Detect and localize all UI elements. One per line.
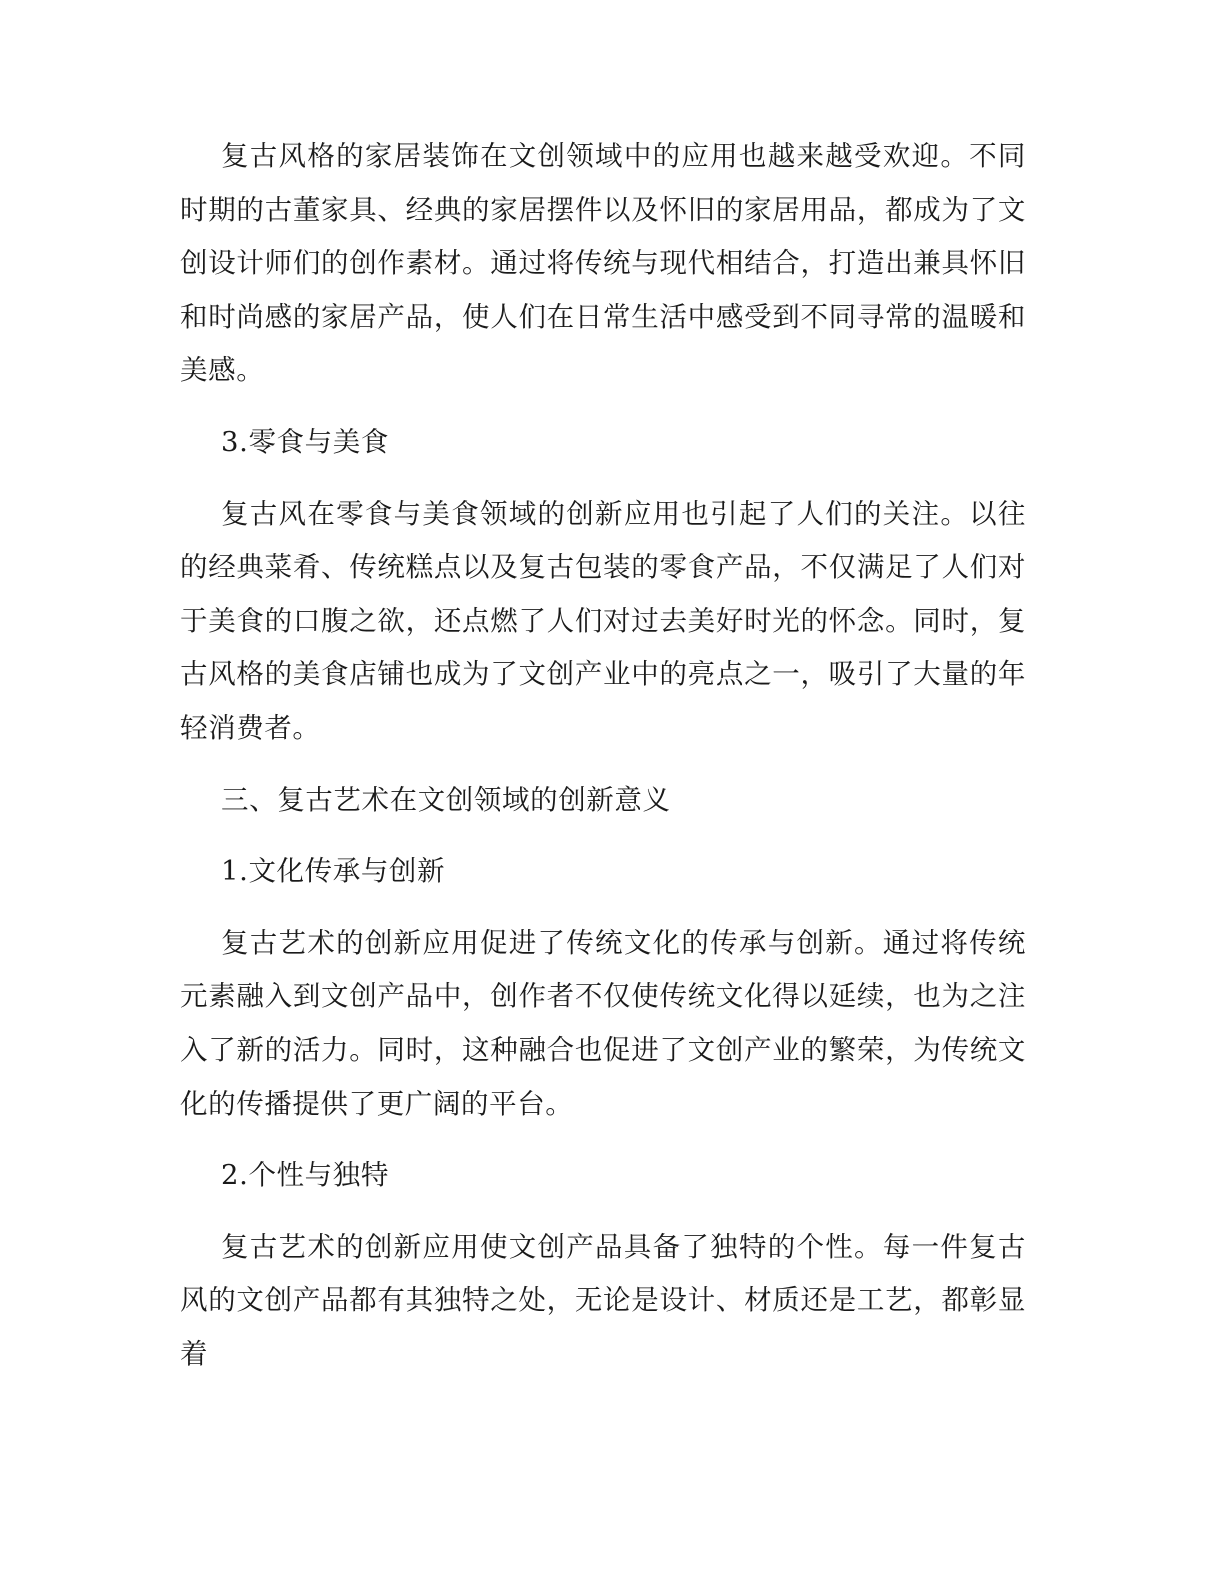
paragraph-culture-inheritance: 复古艺术的创新应用促进了传统文化的传承与创新。通过将传统元素融入到文创产品中，创作者不仅使传统文化得以延续，也为之注入了新的活力。同时，这种融合也促进了文创产业的繁荣，为传统文化的传播提供了更广阔的平台。 [180,926,1026,1120]
section-heading-innovation-significance: 三、复古艺术在文创领域的创新意义 [221,783,671,816]
heading-culture-inheritance: 1.文化传承与创新 [221,855,446,888]
heading-personality-uniqueness: 2.个性与独特 [221,1159,389,1192]
paragraph-personality-uniqueness: 复古艺术的创新应用使文创产品具备了独特的个性。每一件复古风的文创产品都有其独特之处，无论是设计、材质还是工艺，都彰显着 [180,1230,1026,1370]
paragraph-home-decor: 复古风格的家居装饰在文创领域中的应用也越来越受欢迎。不同时期的古董家具、经典的家居摆件以及怀旧的家居用品，都成为了文创设计师们的创作素材。通过将传统与现代相结合，打造出兼具怀旧和时尚感的家居产品，使人们在日常生活中感受到不同寻常的温暖和美感。 [180,140,1026,387]
heading-snacks-food: 3.零食与美食 [221,425,389,458]
paragraph-snacks-food: 复古风在零食与美食领域的创新应用也引起了人们的关注。以往的经典菜肴、传统糕点以及复古包装的零食产品，不仅满足了人们对于美食的口腹之欲，还点燃了人们对过去美好时光的怀念。同时，复古风格的美食店铺也成为了文创产业中的亮点之一，吸引了大量的年轻消费者。 [180,497,1026,744]
document-body [180,130,1026,1399]
